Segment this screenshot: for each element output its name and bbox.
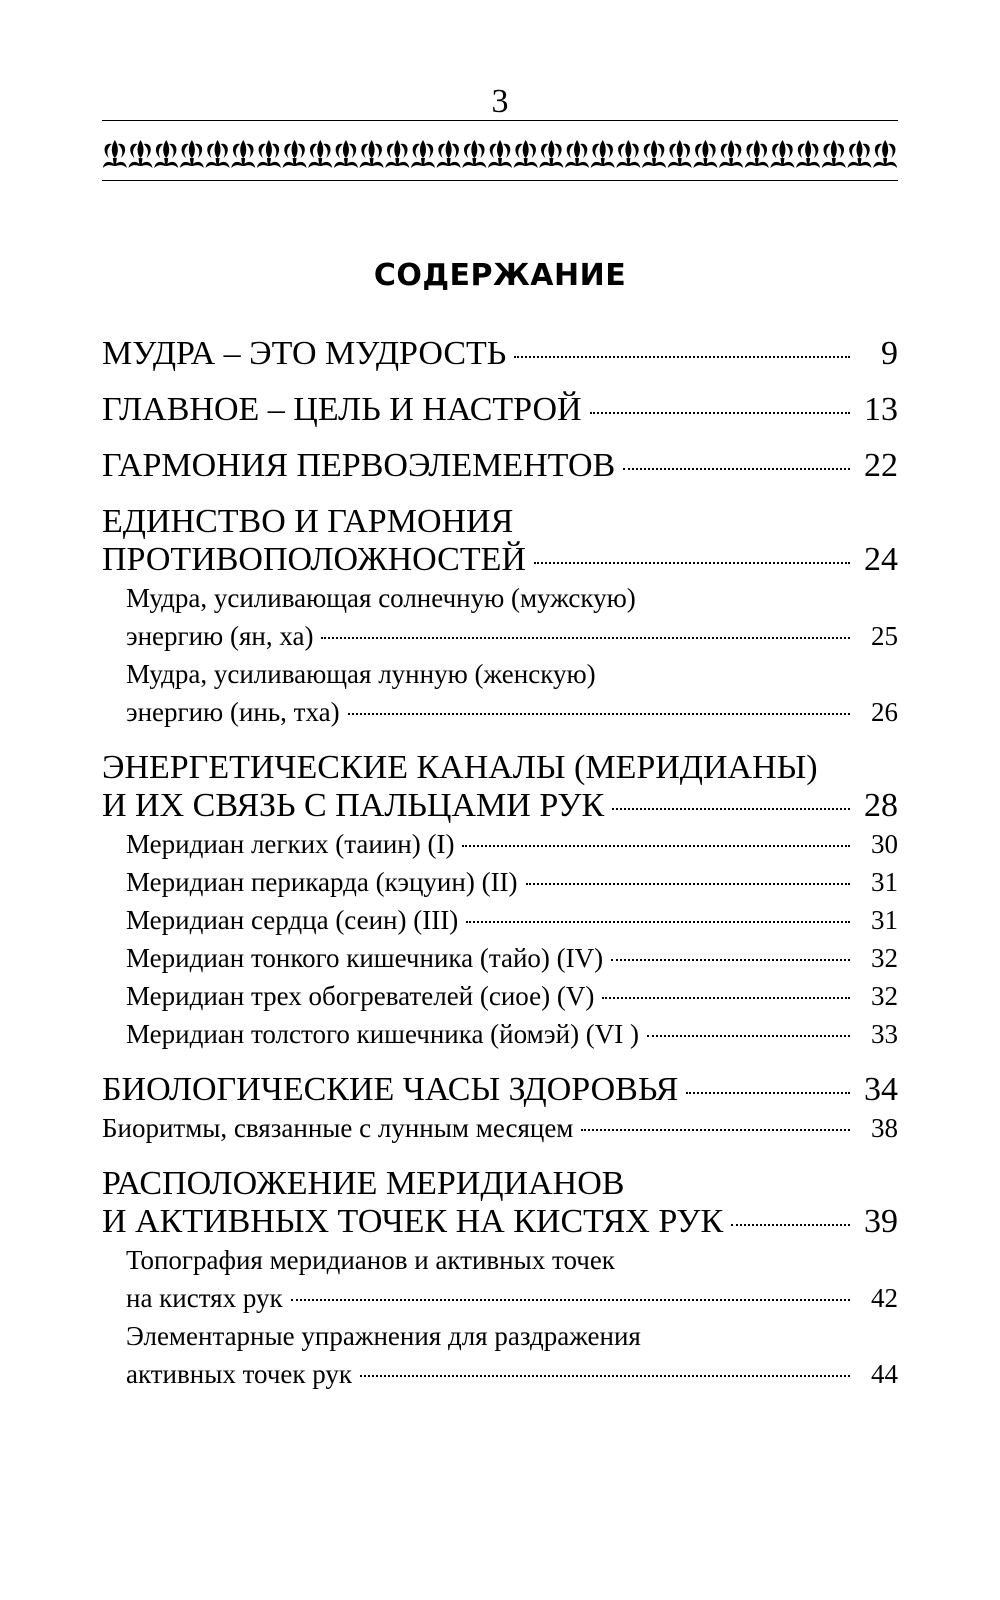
toc-entry-title-line: ЭНЕРГЕТИЧЕСКИЕ КАНАЛЫ (МЕРИДИАНЫ) <box>102 749 818 786</box>
toc-entry-page-number: 9 <box>881 335 898 372</box>
tulip-ornament-icon <box>334 140 358 168</box>
toc-entry-page-number: 31 <box>871 867 898 897</box>
dot-leader <box>360 1375 850 1377</box>
tulip-ornament-icon <box>385 140 409 168</box>
dot-leader <box>623 468 850 470</box>
tulip-ornament-icon <box>437 140 461 168</box>
toc-entry[interactable] <box>102 1241 898 1317</box>
toc-entry-title: И АКТИВНЫХ ТОЧЕК НА КИСТЯХ РУК <box>102 1203 724 1240</box>
tulip-ornament-icon <box>129 140 153 168</box>
dot-leader <box>581 1129 850 1131</box>
ornament-border <box>102 134 898 174</box>
dot-leader <box>686 1092 850 1094</box>
toc-entry[interactable] <box>102 1165 898 1241</box>
dot-leader <box>731 1224 850 1226</box>
tulip-ornament-icon <box>796 140 820 168</box>
toc-entry-title: Меридиан толстого кишечника (йомэй) (VI ) <box>126 1019 640 1049</box>
toc-entry-title: ГЛАВНОЕ – ЦЕЛЬ И НАСТРОЙ <box>102 391 582 428</box>
tulip-ornament-icon <box>668 140 692 168</box>
toc-entry[interactable] <box>102 825 898 863</box>
toc-entry-title: энергию (инь, тха) <box>126 697 340 727</box>
toc-entry[interactable] <box>102 1015 898 1053</box>
tulip-ornament-icon <box>770 140 794 168</box>
toc-entry-page-number: 28 <box>864 787 898 824</box>
toc-entry-title: Меридиан легких (таиин) (I) <box>126 829 455 859</box>
page-number: 3 <box>491 83 509 120</box>
toc-entry-title-line: ЕДИНСТВО И ГАРМОНИЯ <box>102 503 514 540</box>
table-of-contents <box>102 335 898 1393</box>
toc-entry-title-line: РАСПОЛОЖЕНИЕ МЕРИДИАНОВ <box>102 1165 625 1202</box>
tulip-ornament-icon <box>565 140 589 168</box>
dot-leader <box>321 637 850 639</box>
tulip-ornament-icon <box>745 140 769 168</box>
toc-entry-title: на кистях рук <box>126 1283 283 1313</box>
toc-entry-page-number: 31 <box>871 905 898 935</box>
toc-entry-title-line: Мудра, усиливающая солнечную (мужскую) <box>126 583 636 613</box>
toc-entry[interactable] <box>102 1071 898 1109</box>
tulip-ornament-icon <box>154 140 178 168</box>
toc-entry[interactable] <box>102 1109 898 1147</box>
toc-entry-title-line: Элементарные упражнения для раздражения <box>126 1321 641 1351</box>
toc-entry-title: энергию (ян, ха) <box>126 621 314 651</box>
toc-entry[interactable] <box>102 939 898 977</box>
tulip-ornament-icon <box>103 140 127 168</box>
toc-entry[interactable] <box>102 503 898 579</box>
dot-leader <box>534 562 850 564</box>
ornament-rule <box>102 180 898 181</box>
toc-entry-title: МУДРА – ЭТО МУДРОСТЬ <box>102 335 507 372</box>
toc-entry[interactable] <box>102 579 898 655</box>
tulip-ornament-icon <box>206 140 230 168</box>
toc-entry-page-number: 25 <box>871 621 898 651</box>
tulip-ornament-icon <box>231 140 255 168</box>
toc-entry-page-number: 44 <box>871 1359 898 1389</box>
toc-entry[interactable] <box>102 977 898 1015</box>
tulip-ornament-icon <box>847 140 871 168</box>
toc-entry-page-number: 34 <box>864 1071 898 1108</box>
toc-entry[interactable] <box>102 863 898 901</box>
dot-leader <box>590 412 850 414</box>
tulip-ornament-icon <box>873 140 897 168</box>
toc-entry[interactable] <box>102 1317 898 1393</box>
toc-entry-page-number: 32 <box>871 943 898 973</box>
toc-entry-title: ГАРМОНИЯ ПЕРВОЭЛЕМЕНТОВ <box>102 447 616 484</box>
tulip-ornament-icon <box>462 140 486 168</box>
dot-leader <box>462 845 850 847</box>
toc-entry-title: ПРОТИВОПОЛОЖНОСТЕЙ <box>102 541 526 578</box>
toc-entry[interactable] <box>102 655 898 731</box>
toc-entry-page-number: 32 <box>871 981 898 1011</box>
header-rule <box>102 120 898 121</box>
toc-entry-title: активных точек рук <box>126 1359 353 1389</box>
tulip-ornament-icon <box>360 140 384 168</box>
dot-leader <box>291 1299 850 1301</box>
toc-entry-page-number: 38 <box>871 1113 898 1143</box>
toc-entry-page-number: 33 <box>871 1019 898 1049</box>
toc-entry-title: Меридиан трех обогревателей (сиое) (V) <box>126 981 595 1011</box>
dot-leader <box>466 921 850 923</box>
toc-entry-title: БИОЛОГИЧЕСКИЕ ЧАСЫ ЗДОРОВЬЯ <box>102 1071 679 1108</box>
toc-entry-title-line: Топография меридианов и активных точек <box>126 1245 615 1275</box>
tulip-ornament-icon <box>257 140 281 168</box>
tulip-ornament-icon <box>539 140 563 168</box>
toc-entry-page-number: 22 <box>864 447 898 484</box>
toc-entry-page-number: 26 <box>871 697 898 727</box>
tulip-ornament-icon <box>719 140 743 168</box>
toc-entry[interactable] <box>102 749 898 825</box>
toc-entry[interactable] <box>102 901 898 939</box>
toc-title: СОДЕРЖАНИЕ <box>373 258 627 293</box>
toc-entry-page-number: 42 <box>871 1283 898 1313</box>
toc-entry-page-number: 39 <box>864 1203 898 1240</box>
toc-entry[interactable] <box>102 391 898 429</box>
dot-leader <box>612 808 850 810</box>
toc-entry-page-number: 24 <box>864 541 898 578</box>
dot-leader <box>611 959 850 961</box>
tulip-ornament-icon <box>308 140 332 168</box>
toc-entry-page-number: 30 <box>871 829 898 859</box>
toc-entry-title: Меридиан перикарда (кэцуин) (II) <box>126 867 518 897</box>
toc-entry-title: Меридиан тонкого кишечника (тайо) (IV) <box>126 943 604 973</box>
dot-leader <box>348 713 850 715</box>
tulip-ornament-icon <box>642 140 666 168</box>
tulip-ornament-icon <box>822 140 846 168</box>
dot-leader <box>647 1035 850 1037</box>
tulip-ornament-icon <box>693 140 717 168</box>
toc-entry-page-number: 13 <box>864 391 898 428</box>
dot-leader <box>602 997 850 999</box>
toc-entry-title: Биоритмы, связанные с лунным месяцем <box>102 1113 574 1143</box>
tulip-ornament-icon <box>283 140 307 168</box>
toc-entry[interactable] <box>102 335 898 373</box>
tulip-ornament-icon <box>488 140 512 168</box>
toc-entry-title: И ИХ СВЯЗЬ С ПАЛЬЦАМИ РУК <box>102 787 605 824</box>
toc-entry-title: Меридиан сердца (сеин) (III) <box>126 905 459 935</box>
tulip-ornament-icon <box>591 140 615 168</box>
tulip-ornament-icon <box>616 140 640 168</box>
tulip-ornament-icon <box>180 140 204 168</box>
dot-leader <box>526 883 850 885</box>
dot-leader <box>514 356 850 358</box>
toc-entry[interactable] <box>102 447 898 485</box>
tulip-ornament-icon <box>411 140 435 168</box>
tulip-ornament-icon <box>514 140 538 168</box>
toc-entry-title-line: Мудра, усиливающая лунную (женскую) <box>126 659 596 689</box>
